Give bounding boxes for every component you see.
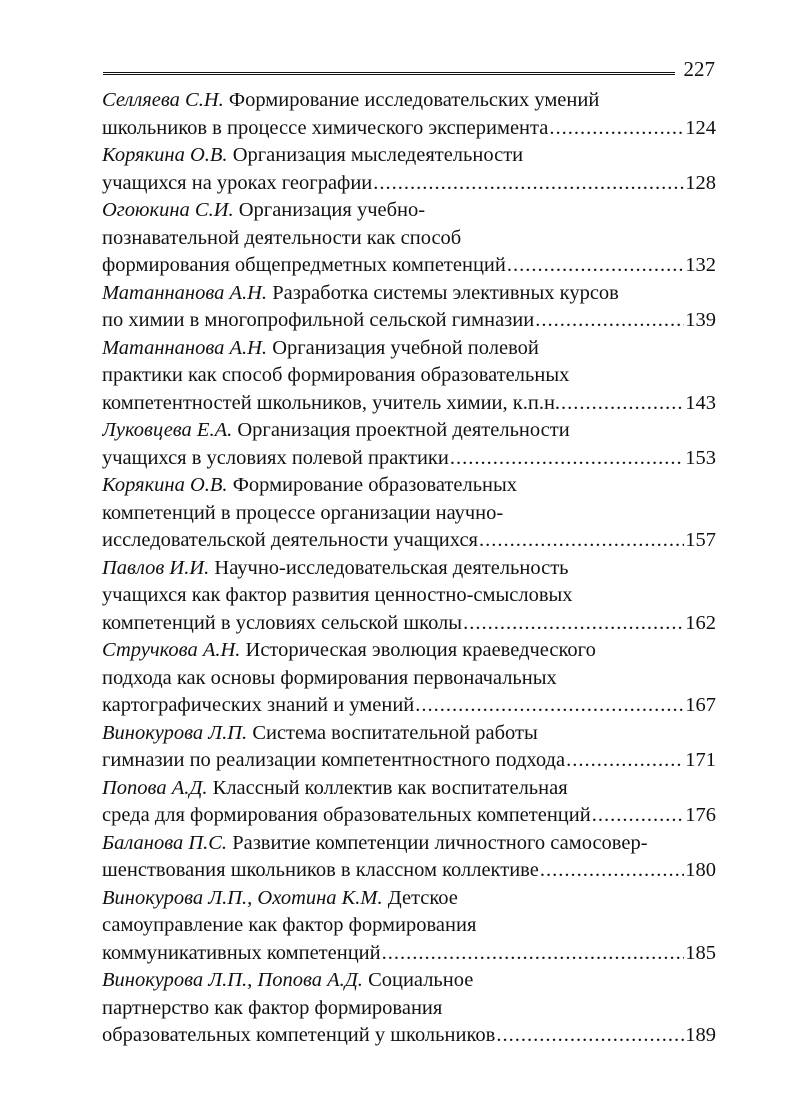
dot-leader bbox=[507, 252, 684, 280]
toc-entry-title-start: Организация проектной деятельности bbox=[232, 419, 570, 441]
toc-entry bbox=[102, 775, 716, 830]
toc-entry-last-line bbox=[102, 527, 716, 555]
toc-entry-title-start: Социальное bbox=[362, 969, 474, 991]
toc-entry bbox=[102, 637, 716, 720]
toc-entry-last-line bbox=[102, 307, 716, 335]
toc-entry-author: Павлов И.И. bbox=[102, 556, 210, 579]
toc-entry-title-end: шенствования школьников в классном коллективе bbox=[102, 859, 539, 881]
toc-entry-title-start: Детское bbox=[382, 886, 458, 909]
toc-entry-page-number: 124 bbox=[685, 116, 716, 139]
toc-entry-title-end: картографических знаний и умений bbox=[102, 694, 415, 716]
toc-entry-title-line: учащихся как фактор развития ценностно-смысловых bbox=[102, 584, 573, 606]
toc-entry bbox=[102, 885, 716, 968]
toc-entry-title-start: Развитие компетенции личностного самосовер- bbox=[227, 831, 648, 854]
toc-entry-title-end: школьников в процессе химического эксперимента bbox=[102, 116, 549, 139]
toc-entry-first-line bbox=[102, 472, 716, 500]
toc-entry-author: Винокурова Л.П., Охотина К.М. bbox=[102, 886, 383, 909]
toc-entry-last-line bbox=[102, 445, 716, 473]
toc-entry-page-number: 157 bbox=[685, 529, 716, 551]
toc-entry-last-line bbox=[102, 115, 716, 143]
toc-entry-title-line: познавательной деятельности как способ bbox=[102, 226, 462, 249]
toc-entry-first-line bbox=[102, 555, 716, 583]
toc-entry-author: Луковцева Е.А. bbox=[102, 419, 233, 441]
toc-entry bbox=[102, 335, 716, 418]
dot-leader bbox=[535, 307, 684, 335]
toc-entry-title-end: образовательных компетенций у школьников bbox=[102, 1024, 496, 1046]
toc-entry bbox=[102, 417, 716, 472]
toc-entry-page-number: 185 bbox=[685, 941, 716, 964]
toc-entry-last-line bbox=[102, 1022, 716, 1050]
toc-entry-page-number: 162 bbox=[685, 611, 716, 634]
dot-leader bbox=[373, 170, 684, 198]
toc-entry-first-line bbox=[102, 142, 716, 170]
dot-leader bbox=[566, 747, 684, 775]
toc-entry-first-line bbox=[102, 885, 716, 913]
toc-entry bbox=[102, 472, 716, 555]
toc-entry-page-number: 132 bbox=[685, 254, 716, 276]
dot-leader bbox=[415, 692, 684, 720]
toc-entry bbox=[102, 87, 716, 142]
toc-entry-author: Попова А.Д. bbox=[102, 776, 208, 799]
toc-entry-title-end: формирования общепредметных компетенций bbox=[102, 254, 506, 276]
toc-entry-title-start: Система воспитательной работы bbox=[247, 721, 538, 744]
toc-entry-author: Винокурова Л.П., Попова А.Д. bbox=[102, 969, 363, 991]
toc-entry-first-line bbox=[102, 417, 716, 445]
toc-entry-author: Корякина О.В. bbox=[102, 144, 228, 166]
table-of-contents bbox=[102, 87, 716, 1050]
toc-entry-title-end: гимназии по реализации компетентностного подхода bbox=[102, 749, 566, 771]
toc-entry-author: Винокурова Л.П. bbox=[102, 721, 248, 744]
toc-entry-first-line bbox=[102, 280, 716, 308]
toc-entry-title-end: компетентностей школьников, учитель химии, к.п.н. bbox=[102, 391, 561, 414]
toc-entry-title-start: Разработка системы элективных курсов bbox=[267, 281, 619, 304]
toc-entry bbox=[102, 197, 716, 280]
toc-entry-title-start: Историческая эволюция краеведческого bbox=[240, 639, 596, 661]
toc-entry-author: Баланова П.С. bbox=[102, 831, 228, 854]
toc-entry-page-number: 180 bbox=[685, 859, 716, 881]
toc-entry-last-line bbox=[102, 252, 716, 280]
toc-entry-author: Корякина О.В. bbox=[102, 474, 228, 496]
toc-entry-last-line bbox=[102, 857, 716, 885]
toc-entry-title-start: Организация мыследеятельности bbox=[227, 144, 524, 166]
toc-entry-first-line bbox=[102, 637, 716, 665]
toc-entry-page-number: 128 bbox=[685, 171, 716, 194]
dot-leader bbox=[382, 940, 685, 968]
toc-entry-last-line bbox=[102, 692, 716, 720]
toc-entry-last-line bbox=[102, 610, 716, 638]
dot-leader bbox=[561, 390, 684, 418]
toc-entry-title-end: по химии в многопрофильной сельской гимназии bbox=[102, 309, 535, 331]
toc-entry-title-end: среда для формирования образовательных компетенций bbox=[102, 804, 591, 826]
toc-entry-author: Огоюкина С.И. bbox=[102, 199, 234, 221]
toc-entry-page-number: 171 bbox=[685, 749, 716, 771]
dot-leader bbox=[463, 610, 684, 638]
toc-entry-author: Стручкова А.Н. bbox=[102, 639, 241, 661]
toc-entry bbox=[102, 280, 716, 335]
toc-entry-title-start: Научно-исследовательская деятельность bbox=[209, 556, 569, 579]
toc-entry-author: Матаннанова А.Н. bbox=[102, 336, 268, 359]
toc-entry-first-line bbox=[102, 87, 716, 115]
toc-entry-last-line bbox=[102, 747, 716, 775]
toc-entry-title-end: компетенций в условиях сельской школы bbox=[102, 611, 463, 634]
toc-entry-first-line bbox=[102, 720, 716, 748]
dot-leader bbox=[479, 527, 684, 555]
toc-entry-title-line: партнерство как фактор формирования bbox=[102, 996, 443, 1019]
toc-entry-last-line bbox=[102, 170, 716, 198]
toc-entry-title-end: исследовательской деятельности учащихся bbox=[102, 529, 478, 551]
toc-entry-title-end: коммуникативных компетенций bbox=[102, 941, 381, 964]
toc-entry-page-number: 189 bbox=[685, 1024, 716, 1046]
dot-leader bbox=[540, 857, 684, 885]
toc-entry-first-line bbox=[102, 830, 716, 858]
toc-entry-page-number: 153 bbox=[685, 446, 716, 469]
toc-entry-title-line: подхода как основы формирования первоначальных bbox=[102, 666, 557, 689]
toc-entry-page-number: 167 bbox=[685, 694, 716, 716]
toc-entry-first-line bbox=[102, 335, 716, 363]
toc-entry-page-number: 143 bbox=[685, 391, 716, 414]
dot-leader bbox=[450, 445, 684, 473]
toc-entry bbox=[102, 142, 716, 197]
toc-entry-first-line bbox=[102, 197, 716, 225]
header-rule bbox=[103, 72, 675, 77]
page-number: 227 bbox=[683, 57, 715, 81]
toc-entry-title-start: Классный коллектив как воспитательная bbox=[207, 776, 568, 799]
toc-entry-title-line: практики как способ формирования образовательных bbox=[102, 364, 570, 386]
dot-leader bbox=[592, 802, 685, 830]
toc-entry-page-number: 139 bbox=[685, 309, 716, 331]
toc-entry-author: Матаннанова А.Н. bbox=[102, 281, 268, 304]
toc-entry-last-line bbox=[102, 802, 716, 830]
toc-entry-title-start: Формирование исследовательских умений bbox=[223, 89, 600, 111]
toc-entry-title-start: Организация учебно- bbox=[233, 199, 426, 221]
dot-leader bbox=[549, 115, 684, 143]
toc-entry-last-line bbox=[102, 390, 716, 418]
toc-entry-first-line bbox=[102, 775, 716, 803]
toc-entry-page-number: 176 bbox=[685, 804, 716, 826]
toc-entry bbox=[102, 555, 716, 638]
toc-entry-title-start: Организация учебной полевой bbox=[267, 336, 539, 359]
toc-entry bbox=[102, 830, 716, 885]
dot-leader bbox=[496, 1022, 684, 1050]
toc-entry-title-end: учащихся в условиях полевой практики bbox=[102, 446, 449, 469]
page-header bbox=[103, 58, 715, 82]
toc-entry-first-line bbox=[102, 967, 716, 995]
toc-entry bbox=[102, 967, 716, 1050]
toc-entry-title-end: учащихся на уроках географии bbox=[102, 171, 373, 194]
toc-entry-title-line: компетенций в процессе организации научно- bbox=[102, 501, 504, 524]
toc-entry-title-start: Формирование образовательных bbox=[227, 474, 518, 496]
toc-entry-title-line: самоуправление как фактор формирования bbox=[102, 914, 477, 936]
toc-entry-author: Селляева С.Н. bbox=[102, 89, 224, 111]
toc-entry-last-line bbox=[102, 940, 716, 968]
toc-entry bbox=[102, 720, 716, 775]
